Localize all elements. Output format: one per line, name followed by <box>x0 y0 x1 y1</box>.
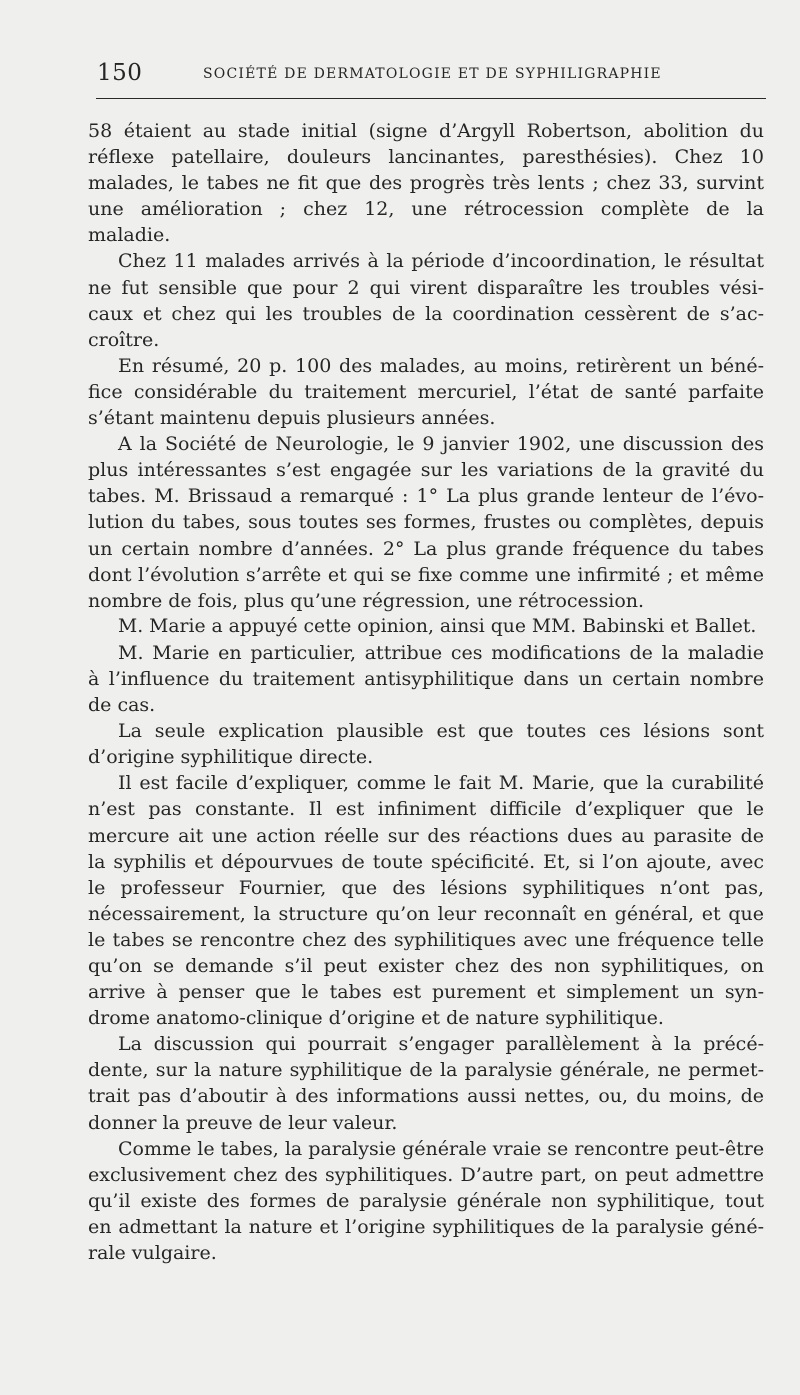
text-line: A la Société de Neurologie, le 9 janvier 1902, une discussion des <box>118 433 764 456</box>
page-number: 150 <box>97 60 143 86</box>
text-line: exclusivement chez des syphilitiques. D’autre part, on peut admettre <box>88 1163 764 1186</box>
text-line: La discussion qui pourrait s’engager parallèlement à la précé- <box>118 1033 764 1056</box>
text-line: la syphilis et dépourvues de toute spécificité. Et, si l’on ajoute, avec <box>88 850 764 873</box>
running-head: SOCIÉTÉ DE DERMATOLOGIE ET DE SYPHILIGRAPHIE <box>203 66 662 82</box>
text-line: trait pas d’aboutir à des informations aussi nettes, ou, du moins, de <box>88 1085 764 1108</box>
text-line: un certain nombre d’années. 2° La plus grande fréquence du tabes <box>88 537 764 560</box>
page-header <box>97 60 765 92</box>
text-line: malades, le tabes ne fit que des progrès très lents ; chez 33, survint <box>88 172 764 195</box>
text-line: lution du tabes, sous toutes ses formes, frustes ou complètes, depuis <box>88 511 764 534</box>
text-line: réflexe patellaire, douleurs lancinantes, paresthésies). Chez 10 <box>88 146 764 169</box>
text-line: ne fut sensible que pour 2 qui virent disparaître les troubles vési- <box>88 276 764 299</box>
text-line: nécessairement, la structure qu’on leur reconnaît en général, et que <box>88 902 764 925</box>
text-line: caux et chez qui les troubles de la coordination cessèrent de s’ac- <box>88 302 764 325</box>
text-line: Comme le tabes, la paralysie générale vraie se rencontre peut-être <box>118 1137 765 1160</box>
text-line: dente, sur la nature syphilitique de la paralysie générale, ne permet- <box>88 1059 764 1082</box>
text-line: arrive à penser que le tabes est purement et simplement un syn- <box>88 981 764 1004</box>
text-line: mercure ait une action réelle sur des réactions dues au parasite de <box>88 824 764 847</box>
text-line: drome anatomo-clinique d’origine et de nature syphilitique. <box>88 1007 664 1030</box>
text-line: à l’influence du traitement antisyphilitique dans un certain nombre <box>88 667 764 690</box>
text-line: nombre de fois, plus qu’une régression, une rétrocession. <box>88 589 645 612</box>
text-line: 58 étaient au stade initial (signe d’Argyll Robertson, abolition du <box>88 120 764 142</box>
body-text <box>88 118 764 1266</box>
text-line: Il est facile d’expliquer, comme le fait M. Marie, que la curabilité <box>118 772 764 795</box>
text-line: En résumé, 20 p. 100 des malades, au moins, retirèrent un béné- <box>118 354 764 377</box>
text-line: croître. <box>88 328 160 351</box>
text-line: tabes. M. Brissaud a remarqué : 1° La plus grande lenteur de l’évo- <box>88 485 764 508</box>
text-line: qu’on se demande s’il peut exister chez des non syphilitiques, on <box>88 955 764 977</box>
text-line: fice considérable du traitement mercuriel, l’état de santé parfaite <box>88 380 764 403</box>
text-line: le professeur Fournier, que des lésions syphilitiques n’ont pas, <box>88 876 764 899</box>
text-line: une amélioration ; chez 12, une rétrocession complète de la <box>88 198 764 221</box>
text-line: le tabes se rencontre chez des syphilitiques avec une fréquence telle <box>88 928 764 951</box>
text-line: maladie. <box>88 224 171 247</box>
text-line: rale vulgaire. <box>88 1242 217 1265</box>
text-line: n’est pas constante. Il est infiniment difficile d’expliquer que le <box>88 798 764 821</box>
text-line: donner la preuve de leur valeur. <box>88 1111 398 1134</box>
text-line: qu’il existe des formes de paralysie générale non syphilitique, tout <box>88 1189 764 1212</box>
text-line: de cas. <box>88 694 156 717</box>
text-line: plus intéressantes s’est engagée sur les variations de la gravité du <box>88 459 764 482</box>
header-rule <box>96 98 766 99</box>
text-line: en admettant la nature et l’origine syphilitiques de la paralysie géné- <box>88 1215 764 1238</box>
text-line: M. Marie en particulier, attribue ces modifications de la maladie <box>118 641 764 664</box>
text-line: dont l’évolution s’arrête et qui se fixe comme une infirmité ; et même <box>88 563 764 586</box>
text-line: Chez 11 malades arrivés à la période d’incoordination, le résultat <box>118 250 764 273</box>
text-line: d’origine syphilitique directe. <box>88 746 374 769</box>
text-line: M. Marie a appuyé cette opinion, ainsi que MM. Babinski et Ballet. <box>118 615 757 637</box>
text-line: s’étant maintenu depuis plusieurs années. <box>88 407 496 430</box>
text-line: La seule explication plausible est que toutes ces lésions sont <box>118 720 764 743</box>
